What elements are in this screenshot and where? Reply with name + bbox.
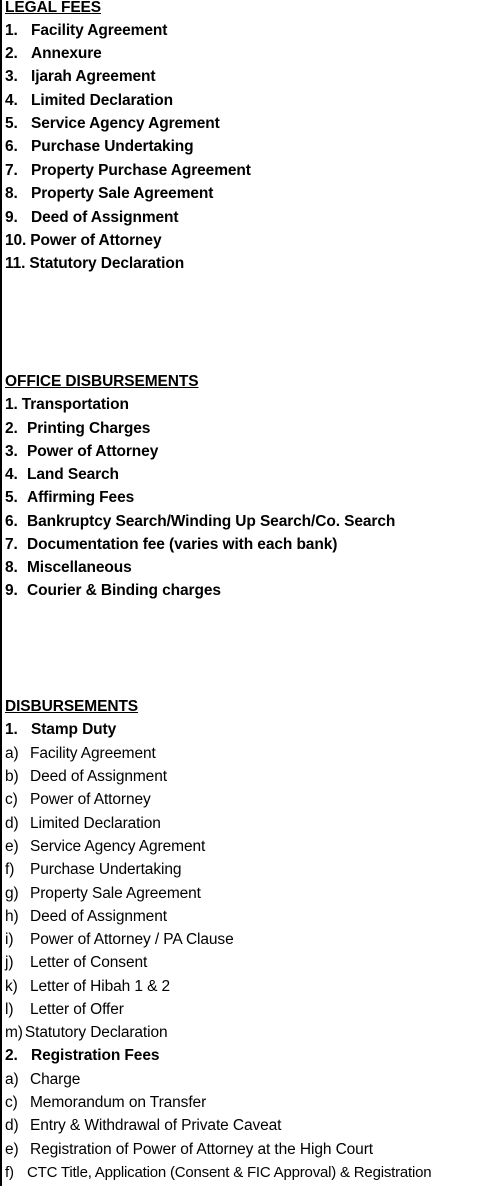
item-number: 3. [5,443,18,460]
item-label: Deed of Assignment [30,768,167,785]
item-label: Statutory Declaration [24,1024,168,1041]
item-label: Documentation fee (varies with each bank) [27,536,338,553]
item-label: Statutory Declaration [29,255,185,272]
office-disbursement-item [5,465,119,485]
item-label: Power of Attorney [30,791,151,808]
item-label: Deed of Assignment [30,908,167,925]
item-number: 6. [5,513,18,530]
item-letter: i) [5,931,14,948]
item-label: Power of Attorney / PA Clause [30,931,234,948]
registration-fee-item [5,1093,206,1113]
registration-fee-item [5,1163,431,1183]
item-label: Stamp Duty [31,721,117,738]
item-number: 5. [5,115,18,132]
item-label: Land Search [27,466,119,483]
item-label: CTC Title, Application (Consent & FIC Approval) & Registration [27,1164,432,1181]
item-number: 2. [5,420,18,437]
office-disbursement-item [5,581,221,601]
disbursements-heading: DISBURSEMENTS [5,698,139,715]
item-number: 3. [5,68,18,85]
item-label: Charge [30,1071,81,1088]
legal-fee-item [5,67,155,87]
item-label: Purchase Undertaking [30,861,182,878]
item-letter: l) [5,1001,14,1018]
item-number: 2. [5,45,18,62]
legal-fee-item [5,21,167,41]
legal-fee-item [5,91,173,111]
stamp-duty-item [5,837,205,857]
item-label: Courier & Binding charges [27,582,221,599]
item-number: 10. [5,232,27,249]
item-label: Letter of Consent [30,954,148,971]
stamp-duty-item [5,790,151,810]
legal-fee-item [5,254,184,274]
item-number: 11. [5,255,26,272]
stamp-duty-item [5,814,161,834]
item-number: 1. [5,721,18,738]
item-letter: h) [5,908,19,925]
item-number: 5. [5,489,18,506]
item-letter: d) [5,815,19,832]
office-disbursement-item [5,558,132,578]
item-number: 9. [5,209,18,226]
item-letter: f) [5,1164,14,1181]
legal-fee-item [5,231,161,251]
item-label: Ijarah Agreement [31,68,156,85]
registration-fees-heading [5,1046,159,1066]
item-letter: a) [5,745,19,762]
item-label: Service Agency Agrement [31,115,220,132]
item-label: Limited Declaration [30,815,161,832]
item-letter: c) [5,1094,18,1111]
item-label: Letter of Hibah 1 & 2 [30,978,171,995]
office-disbursement-item [5,512,395,532]
item-label: Transportation [21,396,129,413]
item-label: Letter of Offer [30,1001,124,1018]
stamp-duty-item [5,860,181,880]
item-number: 2. [5,1047,18,1064]
item-label: Power of Attorney [27,443,159,460]
item-label: Service Agency Agrement [30,838,206,855]
legal-fee-item [5,44,102,64]
office-disbursement-item [5,419,150,439]
item-label: Annexure [31,45,102,62]
item-letter: m) [5,1024,23,1041]
stamp-duty-item [5,884,201,904]
item-letter: g) [5,885,19,902]
item-label: Property Sale Agreement [30,885,201,902]
office-disbursement-item [5,535,337,555]
office-disbursement-item [5,442,158,462]
item-number: 9. [5,582,18,599]
item-number: 8. [5,185,18,202]
item-letter: k) [5,978,18,995]
item-number: 7. [5,536,18,553]
item-number: 6. [5,138,18,155]
item-label: Purchase Undertaking [31,138,194,155]
registration-fee-item [5,1140,373,1160]
item-number: 1. [5,22,18,39]
item-letter: e) [5,838,19,855]
item-letter: c) [5,791,18,808]
item-label: Affirming Fees [27,489,135,506]
legal-fee-item [5,137,194,157]
item-number: 4. [5,466,18,483]
item-letter: d) [5,1117,19,1134]
office-disbursement-item [5,488,134,508]
stamp-duty-item [5,767,167,787]
stamp-duty-item [5,930,234,950]
item-number: 8. [5,559,18,576]
item-label: Printing Charges [27,420,151,437]
item-label: Facility Agreement [31,22,168,39]
item-letter: f) [5,861,15,878]
legal-fee-item [5,114,220,134]
legal-fee-item [5,208,178,228]
item-label: Power of Attorney [30,232,162,249]
item-number: 7. [5,162,18,179]
item-label: Memorandum on Transfer [30,1094,207,1111]
stamp-duty-item [5,1000,124,1020]
registration-fee-item [5,1116,281,1136]
office-disbursements-heading: OFFICE DISBURSEMENTS [5,373,199,390]
item-label: Property Sale Agreement [31,185,214,202]
item-label: Limited Declaration [31,92,173,109]
legal-fees-heading: LEGAL FEES [5,0,102,16]
item-label: Property Purchase Agreement [31,162,251,179]
legal-fee-item [5,184,213,204]
stamp-duty-item [5,953,147,973]
item-label: Miscellaneous [27,559,132,576]
item-label: Facility Agreement [30,745,156,762]
office-disbursement-item [5,395,129,415]
stamp-duty-heading [5,720,116,740]
item-label: Registration of Power of Attorney at the High Court [30,1141,373,1158]
item-number: 4. [5,92,18,109]
stamp-duty-item [5,907,167,927]
item-letter: b) [5,768,19,785]
item-label: Bankruptcy Search/Winding Up Search/Co. Search [27,513,396,530]
registration-fee-item [5,1070,80,1090]
stamp-duty-item [5,744,156,764]
legal-fee-item [5,161,251,181]
item-label: Entry & Withdrawal of Private Caveat [30,1117,282,1134]
item-label: Registration Fees [31,1047,160,1064]
item-label: Deed of Assignment [31,209,179,226]
item-letter: j) [5,954,14,971]
stamp-duty-item [5,1023,168,1043]
item-number: 1. [5,396,18,413]
item-letter: e) [5,1141,19,1158]
item-letter: a) [5,1071,19,1088]
stamp-duty-item [5,977,170,997]
